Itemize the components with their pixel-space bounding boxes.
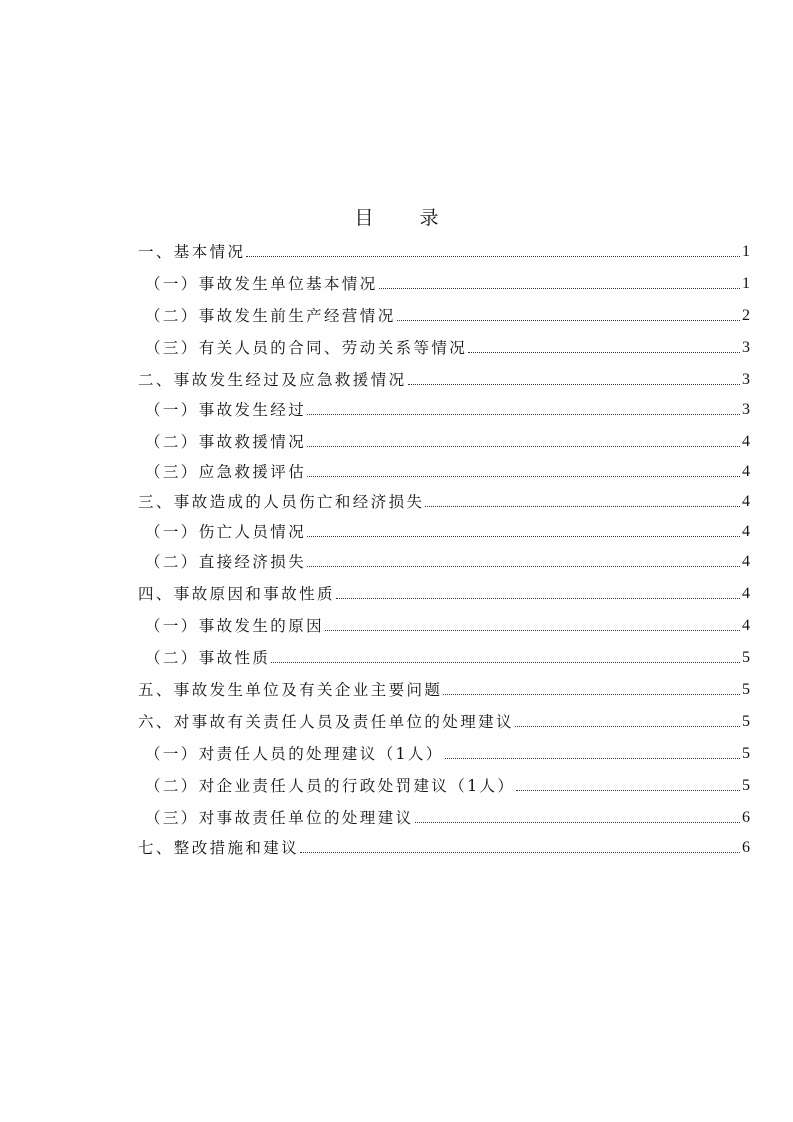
- toc-dot-leader: [408, 384, 740, 385]
- toc-entry-label: 二、事故发生经过及应急救援情况: [138, 371, 407, 389]
- toc-entry-page-number: 4: [742, 617, 750, 634]
- toc-entry-label: （一）伤亡人员情况: [145, 523, 307, 541]
- toc-entry-page-number: 4: [742, 523, 750, 540]
- toc-entry-page-number: 1: [742, 275, 750, 292]
- toc-dot-leader: [325, 630, 740, 631]
- toc-dot-leader: [307, 414, 740, 415]
- toc-entry-label: （二）对企业责任人员的行政处罚建议（1人）: [145, 777, 516, 795]
- toc-entry-label: （三）有关人员的合同、劳动关系等情况: [145, 339, 468, 357]
- toc-entry-page-number: 3: [742, 401, 750, 418]
- toc-entry[interactable]: [145, 548, 750, 572]
- toc-entry-label: （一）事故发生的原因: [145, 617, 325, 635]
- toc-dot-leader: [445, 758, 740, 759]
- toc-entry-page-number: 4: [742, 493, 750, 510]
- toc-entry[interactable]: [145, 302, 750, 326]
- toc-dot-leader: [468, 352, 740, 353]
- toc-dot-leader: [271, 662, 740, 663]
- toc-entry[interactable]: [145, 428, 750, 452]
- toc-entry[interactable]: [145, 518, 750, 542]
- toc-dot-leader: [415, 822, 740, 823]
- toc-dot-leader: [443, 694, 740, 695]
- toc-entry-page-number: 5: [742, 777, 750, 794]
- toc-dot-leader: [397, 320, 740, 321]
- toc-entry[interactable]: [138, 580, 750, 604]
- toc-entry-page-number: 1: [742, 243, 750, 260]
- toc-entry-label: （一）事故发生单位基本情况: [145, 275, 378, 293]
- toc-entry[interactable]: [138, 366, 750, 390]
- toc-dot-leader: [425, 506, 740, 507]
- toc-entry[interactable]: [145, 458, 750, 482]
- toc-entry-label: （三）对事故责任单位的处理建议: [145, 809, 414, 827]
- toc-entry-label: （一）对责任人员的处理建议（1人）: [145, 745, 444, 763]
- toc-entry-page-number: 6: [742, 809, 750, 826]
- toc-entry-label: 四、事故原因和事故性质: [138, 585, 335, 603]
- toc-entry[interactable]: [138, 238, 750, 262]
- toc-dot-leader: [336, 598, 740, 599]
- toc-dot-leader: [307, 446, 740, 447]
- toc-entry[interactable]: [145, 644, 750, 668]
- toc-entry[interactable]: [145, 612, 750, 636]
- toc-entry-page-number: 4: [742, 585, 750, 602]
- toc-entry-label: （二）事故性质: [145, 649, 271, 667]
- toc-dot-leader: [307, 536, 740, 537]
- toc-entry-label: 七、整改措施和建议: [138, 839, 300, 857]
- toc-dot-leader: [515, 726, 740, 727]
- toc-entry[interactable]: [138, 488, 750, 512]
- toc-entry-page-number: 5: [742, 713, 750, 730]
- toc-entry[interactable]: [138, 676, 750, 700]
- toc-entry-page-number: 4: [742, 463, 750, 480]
- toc-entry-page-number: 5: [742, 649, 750, 666]
- toc-entry[interactable]: [145, 804, 750, 828]
- toc-entry-page-number: 2: [742, 307, 750, 324]
- toc-entry-page-number: 3: [742, 339, 750, 356]
- toc-dot-leader: [516, 790, 740, 791]
- toc-entry[interactable]: [145, 396, 750, 420]
- toc-entry-label: 六、对事故有关责任人员及责任单位的处理建议: [138, 713, 514, 731]
- toc-entry-label: （二）直接经济损失: [145, 553, 307, 571]
- toc-entry[interactable]: [145, 270, 750, 294]
- toc-entry-label: 三、事故造成的人员伤亡和经济损失: [138, 493, 425, 511]
- toc-entry-page-number: 4: [742, 433, 750, 450]
- toc-entry[interactable]: [138, 708, 750, 732]
- toc-entry-page-number: 5: [742, 745, 750, 762]
- toc-dot-leader: [307, 566, 740, 567]
- toc-entry-page-number: 5: [742, 681, 750, 698]
- toc-entry-page-number: 3: [742, 371, 750, 388]
- toc-entry[interactable]: [145, 334, 750, 358]
- toc-entry-page-number: 6: [742, 839, 750, 856]
- toc-dot-leader: [307, 476, 740, 477]
- toc-entry-label: （二）事故发生前生产经营情况: [145, 307, 396, 325]
- toc-entry[interactable]: [138, 834, 750, 858]
- toc-entry-label: （一）事故发生经过: [145, 401, 307, 419]
- toc-title: 目 录: [354, 207, 459, 229]
- toc-entry-label: （三）应急救援评估: [145, 463, 307, 481]
- toc-dot-leader: [379, 288, 740, 289]
- toc-dot-leader: [300, 852, 740, 853]
- toc-entry-label: 一、基本情况: [138, 243, 246, 261]
- toc-entry-label: （二）事故救援情况: [145, 433, 307, 451]
- toc-dot-leader: [246, 256, 740, 257]
- toc-entry[interactable]: [145, 740, 750, 764]
- toc-entry-label: 五、事故发生单位及有关企业主要问题: [138, 681, 443, 699]
- toc-entry[interactable]: [145, 772, 750, 796]
- toc-entry-page-number: 4: [742, 553, 750, 570]
